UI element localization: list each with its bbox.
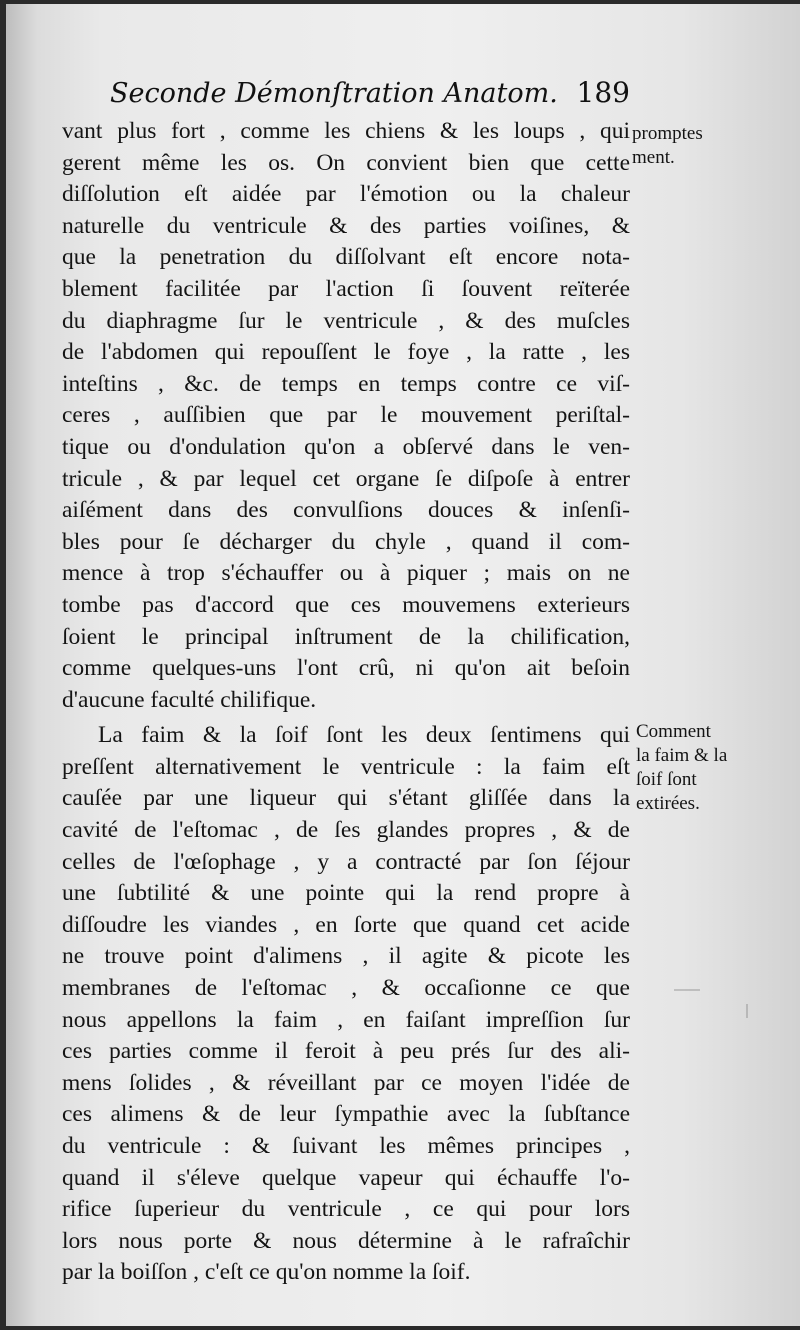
text-line: ſoient le principal inſtrument de la chilification, <box>62 623 630 650</box>
text-line: tricule , & par lequel cet organe ſe diſpoſe à entrer <box>62 465 630 492</box>
text-line: diſſolution eſt aidée par l'émotion ou la chaleur <box>62 181 630 208</box>
text-line: cavité de l'eſtomac , de ſes glandes propres , & de <box>62 817 630 844</box>
margin-note-faim-soif <box>636 720 727 816</box>
text-line: rifice ſuperieur du ventricule , ce qui pour lors <box>62 1196 630 1223</box>
paper-speck <box>746 1004 748 1018</box>
text-line: celles de l'œſophage , y a contracté par ſon ſéjour <box>62 848 630 875</box>
text-line: comme quelques-uns l'ont crû, ni qu'on ait beſoin <box>62 655 630 682</box>
text-line: tique ou d'ondulation qu'on a obſervé dans le ven- <box>62 433 630 460</box>
text-line: gerent même les os. On convient bien que cette <box>62 149 630 176</box>
text-line: inteſtins , &c. de temps en temps contre ce viſ- <box>62 370 630 397</box>
page-header <box>110 72 630 112</box>
text-line: La faim & la ſoif ſont les deux ſentimens qui <box>98 722 630 749</box>
text-line: bles pour ſe décharger du chyle , quand il com- <box>62 528 630 555</box>
paper-speck <box>674 989 700 991</box>
text-line: du ventricule : & ſuivant les mêmes principes , <box>62 1133 630 1159</box>
margin-note-line: Comment <box>636 721 711 742</box>
text-line: tombe pas d'accord que ces mouvemens exterieurs <box>62 591 630 618</box>
text-line: ceres , auſſibien que par le mouvement periſtal- <box>62 402 630 429</box>
text-line: ces alimens & de leur ſympathie avec la ſubſtance <box>62 1101 630 1128</box>
text-line: preſſent alternativement le ventricule : la faim eſt <box>62 753 630 780</box>
page-number: 189 <box>576 76 630 109</box>
text-line: du diaphragme ſur le ventricule , & des muſcles <box>62 307 630 334</box>
running-title: Seconde Démonſtration Anatom. <box>110 78 558 109</box>
margin-note-line: extirées. <box>636 793 700 814</box>
text-line: blement facilitée par l'action ſi ſouvent reïterée <box>62 275 630 302</box>
book-page <box>6 4 800 1326</box>
margin-note-line: promptes <box>632 123 703 144</box>
text-line: mens ſolides , & réveillant par ce moyen l'idée de <box>62 1069 630 1096</box>
text-line: que la penetration du diſſolvant eſt encore nota- <box>62 244 630 271</box>
text-line: aiſément dans des convulſions douces & inſenſi- <box>62 497 630 524</box>
text-line: membranes de l'eſtomac , & occaſionne ce que <box>62 975 630 1002</box>
text-line: cauſée par une liqueur qui s'étant gliſſée dans la <box>62 785 630 812</box>
text-line: d'aucune faculté chilifique. <box>62 686 317 713</box>
text-line: nous appellons la faim , en faiſant impreſſion ſur <box>62 1006 630 1033</box>
margin-note-promptement <box>632 122 703 170</box>
body-text <box>62 116 630 1289</box>
text-line: une ſubtilité & une pointe qui la rend propre à <box>62 880 630 907</box>
margin-note-line: ſoif ſont <box>636 769 697 790</box>
text-line: quand il s'éleve quelque vapeur qui échauffe l'o- <box>62 1164 630 1191</box>
margin-note-line: ment. <box>632 147 675 168</box>
margin-note-line: la faim & la <box>636 745 728 766</box>
text-line: ne trouve point d'alimens , il agite & picote les <box>62 943 630 970</box>
text-line: naturelle du ventricule & des parties voiſines, & <box>62 212 630 239</box>
text-line: ces parties comme il feroit à peu prés ſur des ali- <box>62 1038 630 1065</box>
text-line: de l'abdomen qui repouſſent le foye , la ratte , les <box>62 339 630 366</box>
text-line: par la boiſſon , c'eſt ce qu'on nomme la ſoif. <box>62 1259 471 1286</box>
text-line: vant plus fort , comme les chiens & les loups , qui <box>62 118 630 144</box>
text-line: lors nous porte & nous détermine à le rafraîchir <box>62 1227 630 1254</box>
text-line: mence à trop s'échauffer ou à piquer ; mais on ne <box>62 560 630 587</box>
text-line: diſſoudre les viandes , en ſorte que quand cet acide <box>62 911 630 938</box>
